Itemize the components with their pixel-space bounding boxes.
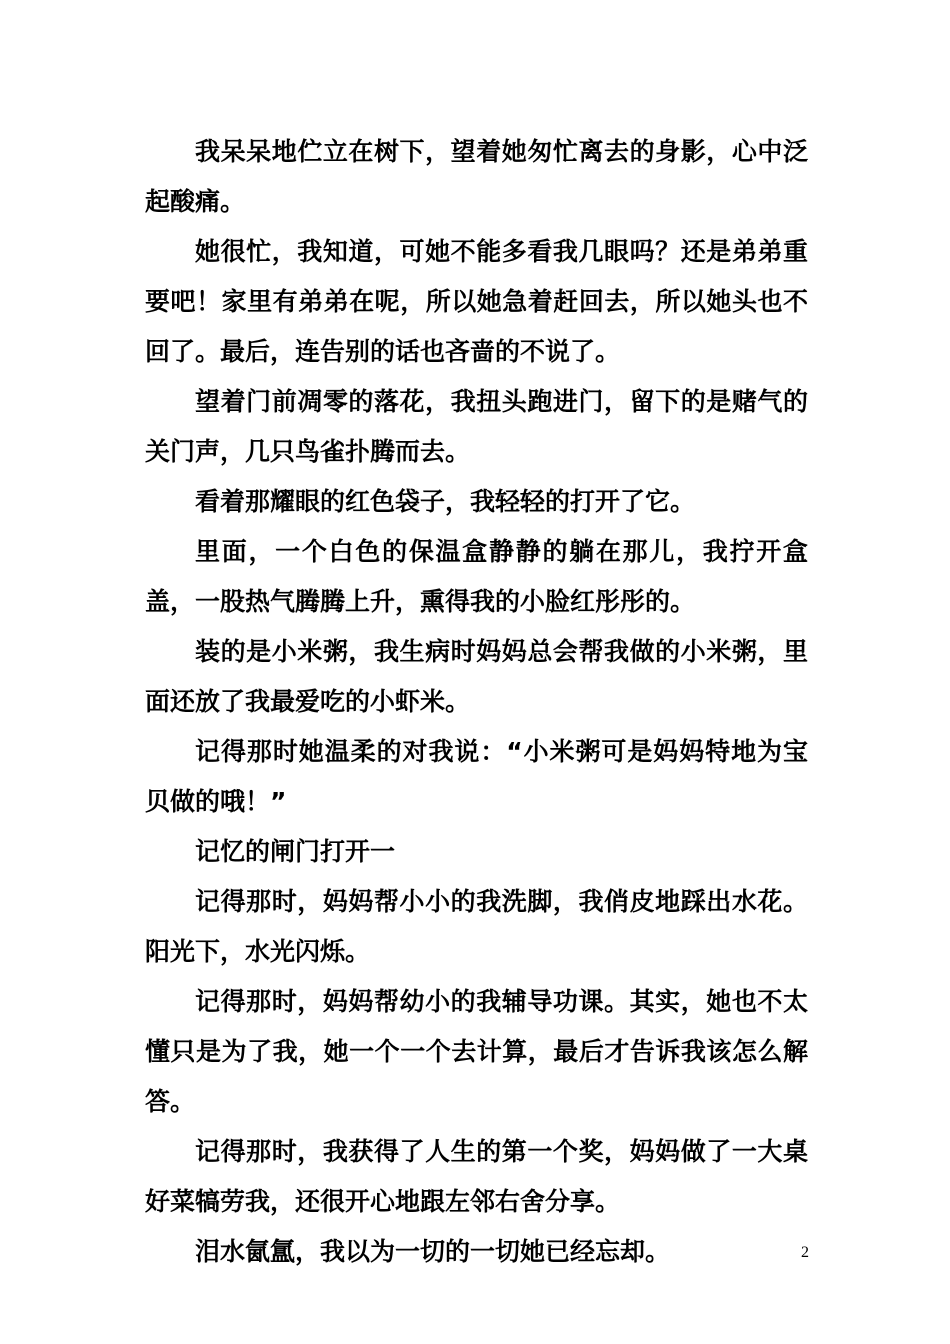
paragraph-4: 看着那耀眼的红色袋子，我轻轻的打开了它。	[195, 487, 696, 516]
paragraph-11: 记得那时，我获得了人生的第一个奖，妈妈做了一大桌好菜犒劳我，还很开心地跟左邻右舍分享。	[145, 1137, 808, 1216]
body-text	[145, 127, 808, 1277]
paragraph-5: 里面，一个白色的保温盒静静的躺在那儿，我拧开盒盖，一股热气腾腾上升，熏得我的小脸红彤彤的。	[145, 537, 808, 616]
paragraph-12: 泪水氤氲，我以为一切的一切她已经忘却。	[195, 1237, 671, 1266]
paragraph-6: 装的是小米粥，我生病时妈妈总会帮我做的小米粥，里面还放了我最爱吃的小虾米。	[145, 637, 808, 716]
paragraph-1: 我呆呆地伫立在树下，望着她匆忙离去的身影，心中泛起酸痛。	[145, 137, 808, 216]
paragraph-9: 记得那时，妈妈帮小小的我洗脚，我俏皮地踩出水花。阳光下，水光闪烁。	[145, 887, 808, 966]
paragraph-8: 记忆的闸门打开一	[195, 837, 396, 866]
paragraph-10: 记得那时，妈妈帮幼小的我辅导功课。其实，她也不太懂只是为了我，她一个一个去计算，最后才告诉我该怎么解答。	[145, 987, 808, 1116]
paragraph-2: 她很忙，我知道，可她不能多看我几眼吗？还是弟弟重要吧！家里有弟弟在呢，所以她急着赶回去，所以她头也不回了。最后，连告别的话也吝啬的不说了。	[145, 237, 808, 366]
page-number: 2	[801, 1244, 809, 1261]
paragraph-3: 望着门前凋零的落花，我扭头跑进门，留下的是赌气的关门声，几只鸟雀扑腾而去。	[145, 387, 808, 466]
paragraph-7: 记得那时她温柔的对我说：“小米粥可是妈妈特地为宝贝做的哦！”	[145, 737, 808, 816]
